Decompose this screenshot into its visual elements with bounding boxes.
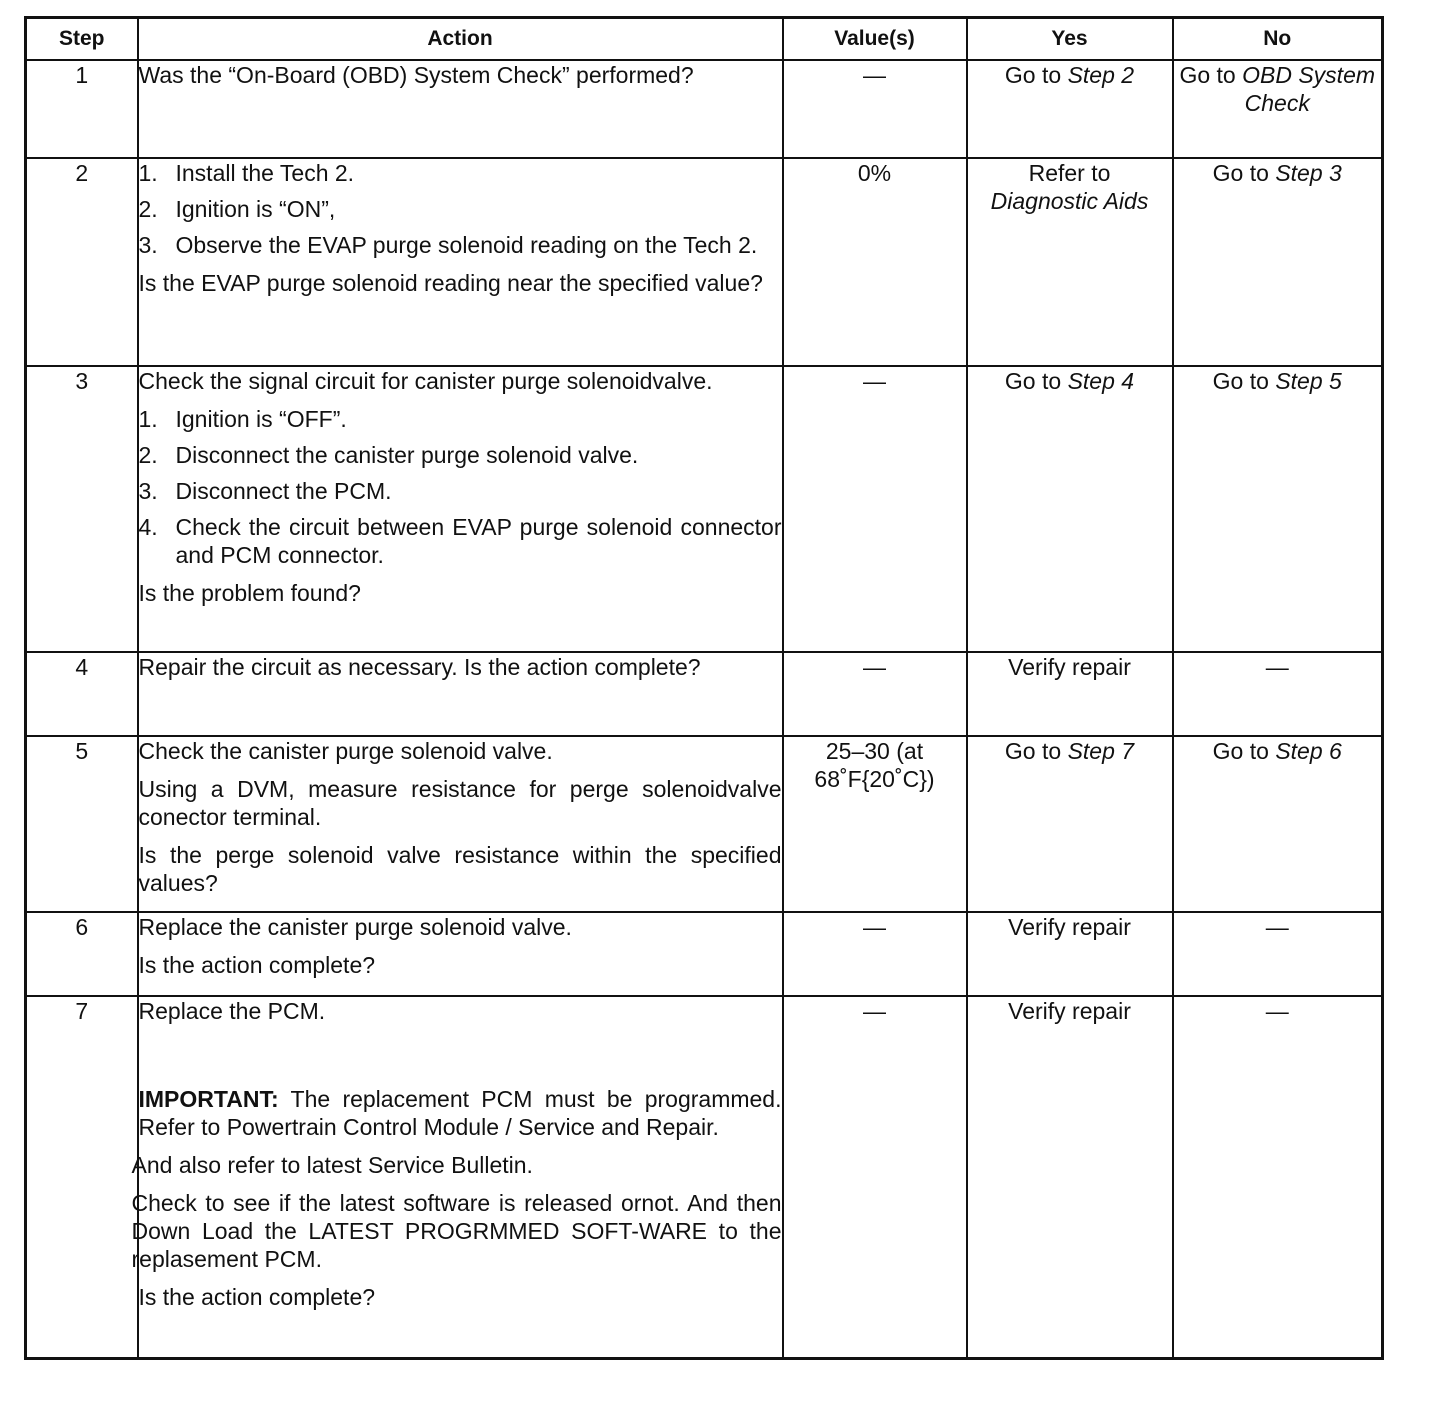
action-intro: Replace the PCM. — [138, 998, 326, 1024]
action-intro: Replace the canister purge solenoid valve. — [138, 914, 572, 940]
action-intro: Check the signal circuit for canister purge solenoidvalve. — [138, 368, 713, 394]
no-cell — [1173, 736, 1383, 912]
list-item: 4. Check the circuit between EVAP purge solenoid connector and PCM connector. — [138, 514, 782, 568]
value-cell: — — [783, 912, 967, 996]
step-number: 3 — [26, 366, 138, 652]
header-no: No — [1173, 18, 1383, 61]
list-item: 1. Install the Tech 2. — [138, 160, 355, 186]
no-cell — [1173, 60, 1383, 158]
important-note — [139, 1085, 782, 1141]
table-row — [26, 652, 1383, 736]
no-cell: — — [1173, 652, 1383, 736]
yes-reference: Step 4 — [1067, 368, 1135, 394]
header-step: Step — [26, 18, 138, 61]
no-reference: OBD System Check — [1242, 62, 1376, 116]
action-cell — [138, 652, 783, 736]
value-cell: — — [783, 60, 967, 158]
header-values: Value(s) — [783, 18, 967, 61]
list-item: 3. Observe the EVAP purge solenoid reading on the Tech 2. — [138, 232, 758, 258]
yes-reference: Step 7 — [1067, 738, 1135, 764]
table-row — [26, 736, 1383, 912]
important-label: IMPORTANT: — [138, 1086, 279, 1112]
action-question: Is the action complete? — [138, 952, 376, 978]
yes-cell: Verify repair — [967, 912, 1173, 996]
action-cell — [138, 912, 783, 996]
action-cell — [138, 158, 783, 366]
important-text: The replacement PCM must be programmed. Refer to Powertrain Control Module / Service and Repair. — [138, 1086, 782, 1140]
header-row — [26, 18, 1383, 61]
action-question: Is the perge solenoid valve resistance within the specified values? — [138, 842, 782, 896]
action-question: Is the action complete? — [138, 1284, 376, 1310]
step-number: 7 — [26, 996, 138, 1358]
no-reference: Step 3 — [1275, 160, 1342, 186]
spacer — [139, 1035, 782, 1085]
action-steps-list — [139, 159, 782, 259]
step-number: 1 — [26, 60, 138, 158]
no-prefix: Go to — [1212, 738, 1276, 764]
no-cell: — — [1173, 912, 1383, 996]
table-row — [26, 158, 1383, 366]
list-item: 2. Ignition is “ON”, — [138, 196, 336, 222]
step-number: 4 — [26, 652, 138, 736]
no-prefix: Go to — [1179, 62, 1243, 88]
table-row — [26, 60, 1383, 158]
step-number: 2 — [26, 158, 138, 366]
header-yes: Yes — [967, 18, 1173, 61]
list-item: 1. Ignition is “OFF”. — [138, 406, 347, 432]
value-cell: 0% — [783, 158, 967, 366]
no-cell — [1173, 158, 1383, 366]
yes-reference: Step 2 — [1067, 62, 1135, 88]
yes-prefix: Go to — [1004, 62, 1068, 88]
yes-cell — [967, 736, 1173, 912]
no-cell: — — [1173, 996, 1383, 1358]
yes-cell — [967, 158, 1173, 366]
action-cell — [131, 996, 783, 1358]
action-detail: Using a DVM, measure resistance for perge solenoidvalve conector terminal. — [138, 776, 782, 830]
header-action: Action — [138, 18, 783, 61]
yes-cell — [967, 60, 1173, 158]
action-cell — [138, 736, 783, 912]
table-row — [26, 996, 1383, 1358]
diagnostic-table — [24, 16, 1384, 1360]
value-cell: — — [783, 996, 967, 1358]
software-note: Check to see if the latest software is released ornot. And then Down Load the LATEST PROGRMMED SOFT-WARE to the replasement PCM. — [131, 1190, 782, 1272]
yes-prefix: Refer to — [1028, 160, 1111, 186]
yes-cell: Verify repair — [967, 996, 1173, 1358]
no-prefix: Go to — [1212, 160, 1276, 186]
list-item: 2. Disconnect the canister purge solenoid valve. — [138, 442, 639, 468]
table-row — [26, 912, 1383, 996]
action-question: Was the “On-Board (OBD) System Check” performed? — [138, 62, 694, 88]
value-cell: — — [783, 366, 967, 652]
no-reference: Step 6 — [1275, 738, 1342, 764]
value-cell: — — [783, 652, 967, 736]
yes-prefix: Go to — [1004, 738, 1068, 764]
step-number: 5 — [26, 736, 138, 912]
value-cell: 25–30 (at 68˚F{20˚C}) — [783, 736, 967, 912]
table-row — [26, 366, 1383, 652]
action-cell — [138, 60, 783, 158]
yes-cell: Verify repair — [967, 652, 1173, 736]
list-item: 3. Disconnect the PCM. — [138, 478, 392, 504]
action-intro: Check the canister purge solenoid valve. — [138, 738, 553, 764]
no-cell — [1173, 366, 1383, 652]
action-steps-list — [139, 405, 782, 569]
no-reference: Step 5 — [1275, 368, 1342, 394]
yes-reference: Diagnostic Aids — [990, 188, 1149, 214]
action-question: Is the EVAP purge solenoid reading near the specified value? — [138, 270, 763, 296]
no-prefix: Go to — [1212, 368, 1276, 394]
yes-cell — [967, 366, 1173, 652]
action-question: Is the problem found? — [138, 580, 361, 606]
yes-prefix: Go to — [1004, 368, 1068, 394]
action-question: Repair the circuit as necessary. Is the action complete? — [138, 654, 701, 680]
step-number: 6 — [26, 912, 138, 996]
service-bulletin-note: And also refer to latest Service Bulletin. — [131, 1152, 533, 1178]
action-cell — [138, 366, 783, 652]
